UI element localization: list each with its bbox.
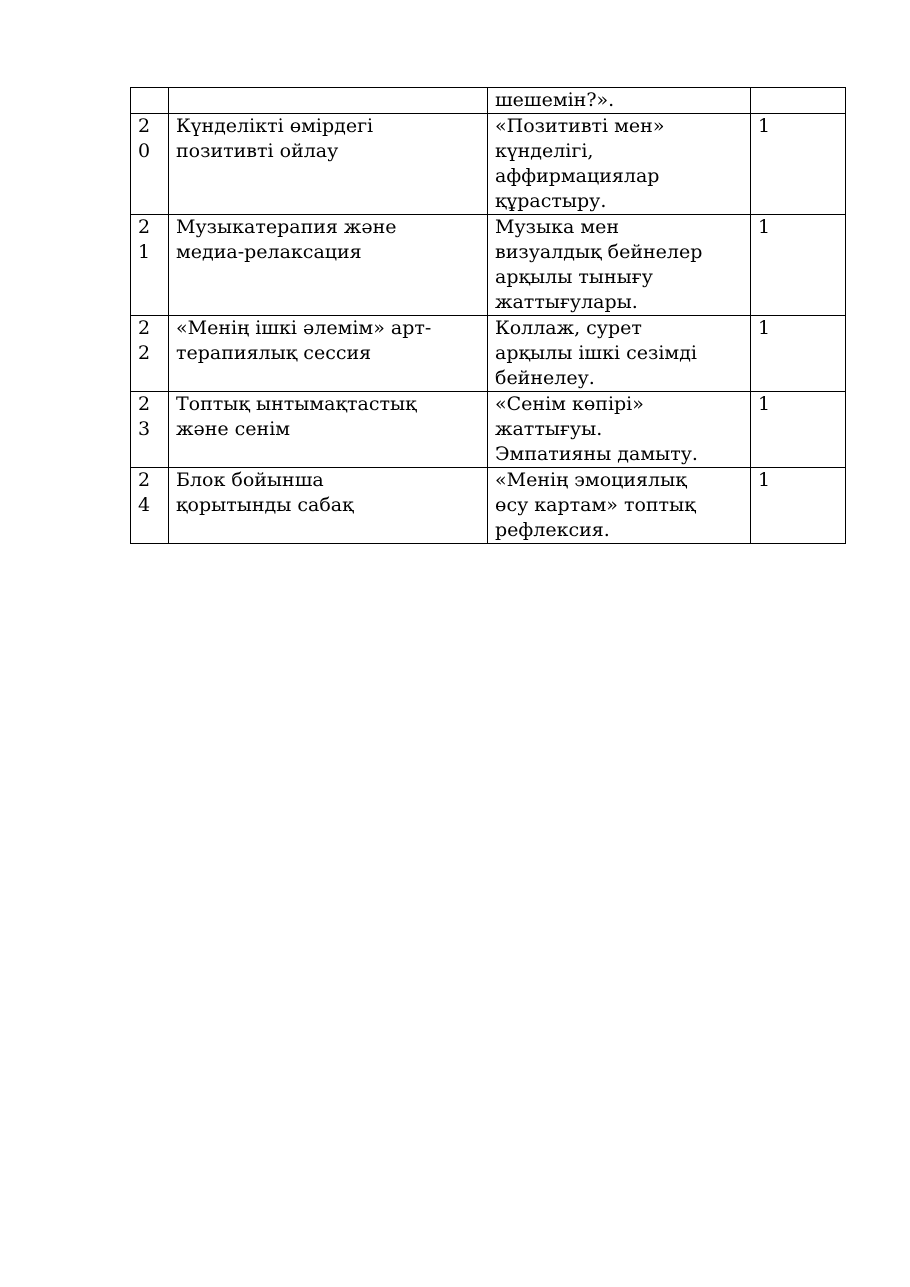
lesson-topic-cell: Топтық ынтымақтастық және сенім — [169, 392, 488, 468]
table-row — [131, 215, 846, 316]
lesson-number-cell: 2 3 — [131, 392, 169, 468]
lesson-topic-cell: «Менің ішкі әлемім» арт- терапиялық сессия — [169, 316, 488, 392]
lesson-topic-cell: Күнделікті өмірдегі позитивті ойлау — [169, 114, 488, 215]
lesson-hours-cell: 1 — [751, 114, 846, 215]
lesson-number-cell: 2 0 — [131, 114, 169, 215]
table-row — [131, 468, 846, 544]
lesson-description-cell: Музыка мен визуалдық бейнелер арқылы тынығу жаттығулары. — [488, 215, 751, 316]
table-row — [131, 392, 846, 468]
lesson-description-cell: «Сенім көпірі» жаттығуы. Эмпатияны дамыту. — [488, 392, 751, 468]
lesson-number-cell — [131, 88, 169, 114]
lesson-number-cell: 2 4 — [131, 468, 169, 544]
lesson-topic-cell: Блок бойынша қорытынды сабақ — [169, 468, 488, 544]
lesson-description-cell: «Менің эмоциялық өсу картам» топтық рефлексия. — [488, 468, 751, 544]
lesson-number-cell: 2 1 — [131, 215, 169, 316]
lesson-plan-table — [130, 87, 846, 544]
lesson-number-cell: 2 2 — [131, 316, 169, 392]
lesson-topic-cell: Музыкатерапия және медиа-релаксация — [169, 215, 488, 316]
lesson-hours-cell: 1 — [751, 215, 846, 316]
lesson-hours-cell — [751, 88, 846, 114]
table-row — [131, 316, 846, 392]
table-row — [131, 114, 846, 215]
lesson-hours-cell: 1 — [751, 392, 846, 468]
lesson-topic-cell — [169, 88, 488, 114]
lesson-description-cell: «Позитивті мен» күнделігі, аффирмациялар құрастыру. — [488, 114, 751, 215]
lesson-description-cell: Коллаж, сурет арқылы ішкі сезімді бейнелеу. — [488, 316, 751, 392]
table-row — [131, 88, 846, 114]
lesson-hours-cell: 1 — [751, 316, 846, 392]
lesson-description-cell: шешемін?». — [488, 88, 751, 114]
lesson-hours-cell: 1 — [751, 468, 846, 544]
